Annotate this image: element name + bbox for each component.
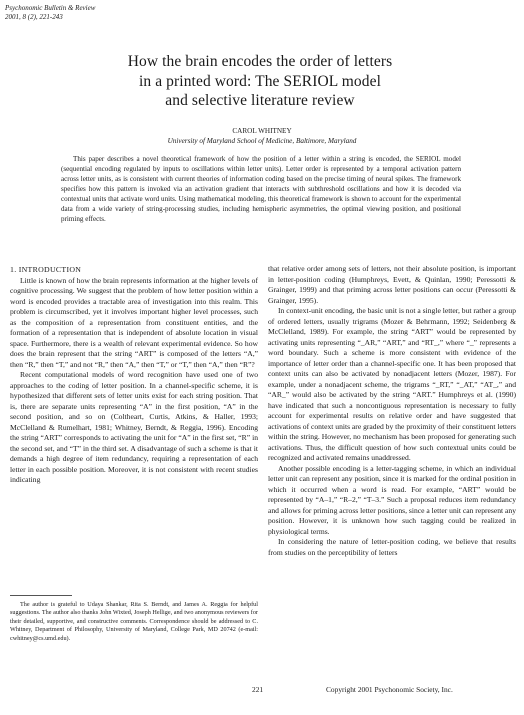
right-column (268, 264, 516, 558)
journal-name: Psychonomic Bulletin & Review (5, 4, 96, 12)
footnote (10, 601, 258, 643)
abstract-text: This paper describes a novel theoretical framework of how the position of a letter within a string is encoded, the SERIOL model (sequential encoding regulated by inputs to oscillations within letter units). Letter order is represented by a temporal activation pattern across letter units, as is consistent with current theories of information coding based on the precise timing of neural spikes. The framework specifies how this pattern is invoked via an activation gradient that interacts with subthreshold oscillations and how it is decoded via contextual units that activate word units. Using mathematical modeling, this theoretical framework is shown to account for the experimental data from a wide variety of string-processing studies, including hemispheric asymmetries, the optimal viewing position, and positional priming effects. (61, 155, 461, 223)
title-line-3: and selective literature review (165, 92, 355, 109)
paper-title (40, 52, 480, 111)
paragraph: In considering the nature of letter-position coding, we believe that results from studies on the perceptibility of letters (268, 537, 516, 557)
paragraph: Little is known of how the brain represents information at the higher levels of cognitive processing. We suggest that the problem of how letter position within a word is encoded provides a tractable area of investigation into this realm. This problem is circumscribed, yet it involves important higher level processes, such as the composition of a representation from constituent entities, and the formation of a representation that is independent of absolute location in visual space. Furthermore, there is a wealth of relevant experimental evidence. So how does the brain represent that the string “ART” is composed of the letters “A,” then “R,” then “T,” and not “R,” then “A,” then “T,” or “T,” then “A,” then “R”? (10, 275, 258, 369)
paragraph: Recent computational models of word recognition have used one of two approaches to the coding of letter position. In a channel-specific scheme, it is hypothesized that different sets of letter units exist for each string position. That is, there are separate units representing “A” in the first position, “A” in the second position, and so on (Coltheart, Curtis, Atkins, & Haller, 1993; McClelland & Rumelhart, 1981; Whitney, Berndt, & Reggia, 1996). Encoding the string “ART” corresponds to activating the unit for “A” in the first set, “R” in the second set, and “T” in the third set. A disadvantage of such a scheme is that it demands a high degree of item redundancy, requiring a representation of each letter in each possible position. Moreover, it is not consistent with recent studies indicating (10, 370, 258, 484)
footnote-divider (10, 595, 72, 596)
title-line-2: in a printed word: The SERIOL model (139, 72, 381, 90)
journal-header (5, 4, 95, 22)
copyright-notice: Copyright 2001 Psychonomic Society, Inc. (326, 685, 453, 694)
abstract (61, 154, 461, 224)
section-heading: 1. INTRODUCTION (10, 265, 82, 274)
title-line-1: How the brain encodes the order of letters (127, 53, 393, 70)
journal-citation: 2001, 8 (2), 221-243 (5, 13, 63, 21)
author-name: CAROL WHITNEY (232, 127, 292, 135)
paragraph: that relative order among sets of letters, not their absolute position, is important in letter-position coding (Humphreys, Evett, & Quinlan, 1990; Peressotti & Grainger, 1999) and that priming across letter positions can occur (Peressotti & Grainger, 1995). (268, 264, 516, 305)
paragraph: Another possible encoding is a letter-tagging scheme, in which an individual letter unit can represent any position, since it is marked for the ordinal position in which it occurred when a word is read. For example, “ART” would be represented by “A–1,” “R–2,” “T–3.” Such a proposal reduces item redundancy and allows for priming across letter positions, since a letter unit can represent any position. However, it is unknown how such tagging could be realized in physiological terms. (268, 463, 516, 536)
footnote-text: The author is grateful to Udaya Shankar, Rita S. Berndt, and James A. Reggia for helpful suggestions. The author also thanks John Wixted, Joseph Hellige, and two anonymous reviewers for their detailed, supportive, and constructive comments. Correspondence should be addressed to C. Whitney, Department of Philosophy, University of Maryland, College Park, MD 20742 (e-mail: cwhitney@cs.umd.edu). (10, 601, 258, 642)
page-number: 221 (252, 685, 264, 694)
paragraph: In context-unit encoding, the basic unit is not a single letter, but rather a group of ordered letters, usually trigrams (Mozer & Behrmann, 1992; Seidenberg & McClelland, 1989). For example, the string “ART” would be represented by activating units representing “_AR,” “ART,” and “RT_,” where “_” represents a word boundary. Such a scheme is more consistent with evidence of the importance of letter order than a channel-specific one. It has been proposed that context units can also be activated by nonadjacent letters (Mozer, 1987). For example, under a nonadjacent scheme, the trigrams “_RT,” “_AT,” “AT_,” and “AR_” would also be activated by the string “ART.” Humphreys et al. (1990) have indicated that such a noncontiguous representation is necessary to fully account for experimental results on relative order and have suggested that activations of context units are graded by the proximity of their constituent letters within the string. However, no mechanism has been proposed for generating such activations. Thus, the difficult question of how such contextual units could be recognized and activated remains unaddressed. (268, 306, 516, 462)
author-affiliation: University of Maryland School of Medicine, Baltimore, Maryland (167, 137, 357, 145)
left-column (10, 265, 258, 486)
